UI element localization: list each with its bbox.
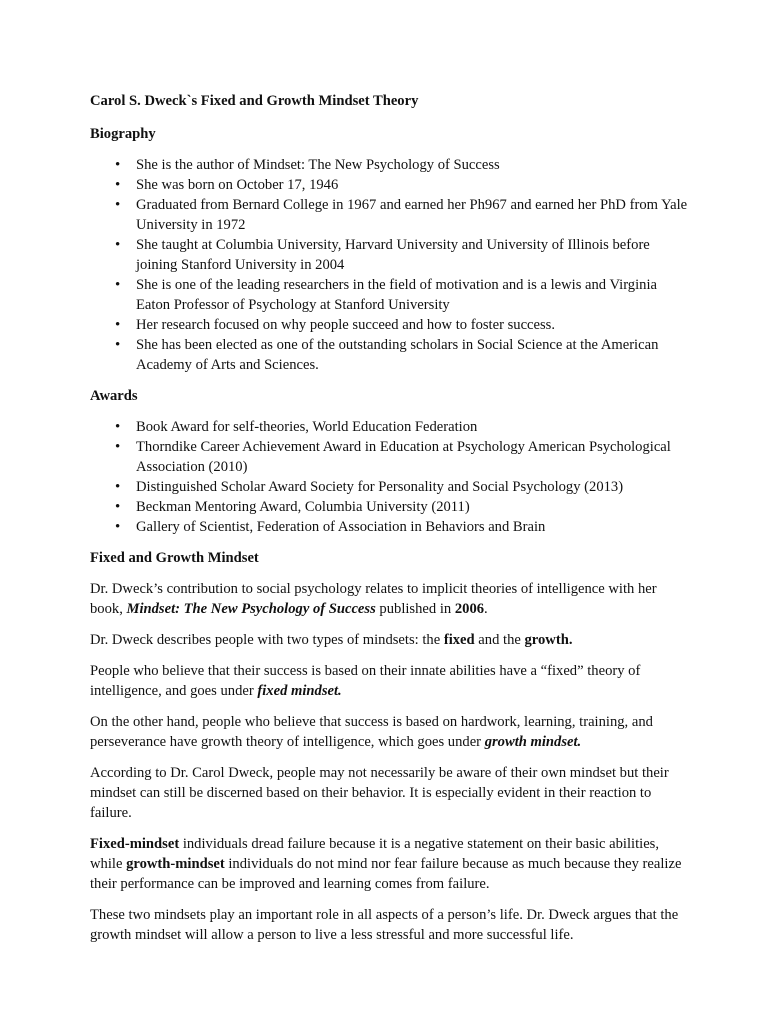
paragraph-fixed-definition <box>90 661 690 701</box>
paragraph-contribution <box>90 579 690 619</box>
paragraph-text: On the other hand, people who believe that success is based on hardwork, learning, training, and perseverance have growth theory of intelligence, which goes under <box>90 714 653 750</box>
paragraph-text: and the <box>474 632 525 648</box>
paragraph-awareness: According to Dr. Carol Dweck, people may not necessarily be aware of their own mindset but their mindset can still be discerned based on their behavior. It is especially evident in their reaction to failure. <box>90 765 669 821</box>
document-body <box>90 91 690 956</box>
biography-heading: Biography <box>90 126 156 142</box>
paragraph-two-mindsets <box>90 630 690 650</box>
term-fixed-mindset: fixed mindset. <box>257 683 342 699</box>
awards-heading: Awards <box>90 388 138 404</box>
list-item: • Thorndike Career Achievement Award in Education at Psychology American Psychological Association (2010) <box>90 437 690 477</box>
list-item: • She is the author of Mindset: The New Psychology of Success <box>90 155 690 175</box>
paragraph-text: individuals dread failure because it is a negative statement on their basic abilities, while <box>90 836 659 872</box>
paragraph-text: Dr. Dweck describes people with two types of mindsets: the <box>90 632 444 648</box>
list-item: • Book Award for self-theories, World Education Federation <box>90 417 690 437</box>
mindset-heading: Fixed and Growth Mindset <box>90 550 259 566</box>
list-item: • She taught at Columbia University, Harvard University and University of Illinois before joining Stanford University in 2004 <box>90 235 690 275</box>
list-item: • She has been elected as one of the outstanding scholars in Social Science at the American Academy of Arts and Sciences. <box>90 335 690 375</box>
document-title: Carol S. Dweck`s Fixed and Growth Mindset Theory <box>90 93 419 109</box>
list-item: • Gallery of Scientist, Federation of Association in Behaviors and Brain <box>90 517 690 537</box>
list-item: • Distinguished Scholar Award Society for Personality and Social Psychology (2013) <box>90 477 690 497</box>
term-growth-mindset-bold: growth-mindset <box>126 856 225 872</box>
awards-list <box>90 417 690 537</box>
term-fixed: fixed <box>443 632 475 648</box>
list-item: • Beckman Mentoring Award, Columbia University (2011) <box>90 497 690 517</box>
term-growth: growth. <box>524 632 573 648</box>
paragraph-text: People who believe that their success is based on their innate abilities have a “fixed” theory of intelligence, and goes under <box>90 663 641 699</box>
paragraph-failure <box>90 834 690 894</box>
list-item: • She was born on October 17, 1946 <box>90 175 690 195</box>
book-title: Mindset: The New Psychology of Success <box>126 601 376 617</box>
publication-year: 2006 <box>454 601 485 617</box>
paragraph-text: individuals do not mind nor fear failure because as much because they realize their performance can be improved and learning comes from failure. <box>90 856 682 892</box>
paragraph-text: published in <box>375 601 455 617</box>
list-item: • Her research focused on why people succeed and how to foster success. <box>90 315 690 335</box>
paragraph-text: . <box>484 601 488 617</box>
biography-list <box>90 155 690 375</box>
paragraph-conclusion: These two mindsets play an important role in all aspects of a person’s life. Dr. Dweck argues that the growth mindset will allow a person to live a less stressful and more successful life. <box>90 907 679 943</box>
term-fixed-mindset-bold: Fixed-mindset <box>90 836 180 852</box>
list-item: • She is one of the leading researchers in the field of motivation and is a lewis and Virginia Eaton Professor of Psychology at Stanford University <box>90 275 690 315</box>
list-item: • Graduated from Bernard College in 1967 and earned her Ph967 and earned her PhD from Yale University in 1972 <box>90 195 690 235</box>
paragraph-growth-definition <box>90 712 690 752</box>
paragraph-text: Dr. Dweck’s contribution to social psychology relates to implicit theories of intelligence with her book, <box>90 581 657 617</box>
term-growth-mindset: growth mindset. <box>484 734 582 750</box>
